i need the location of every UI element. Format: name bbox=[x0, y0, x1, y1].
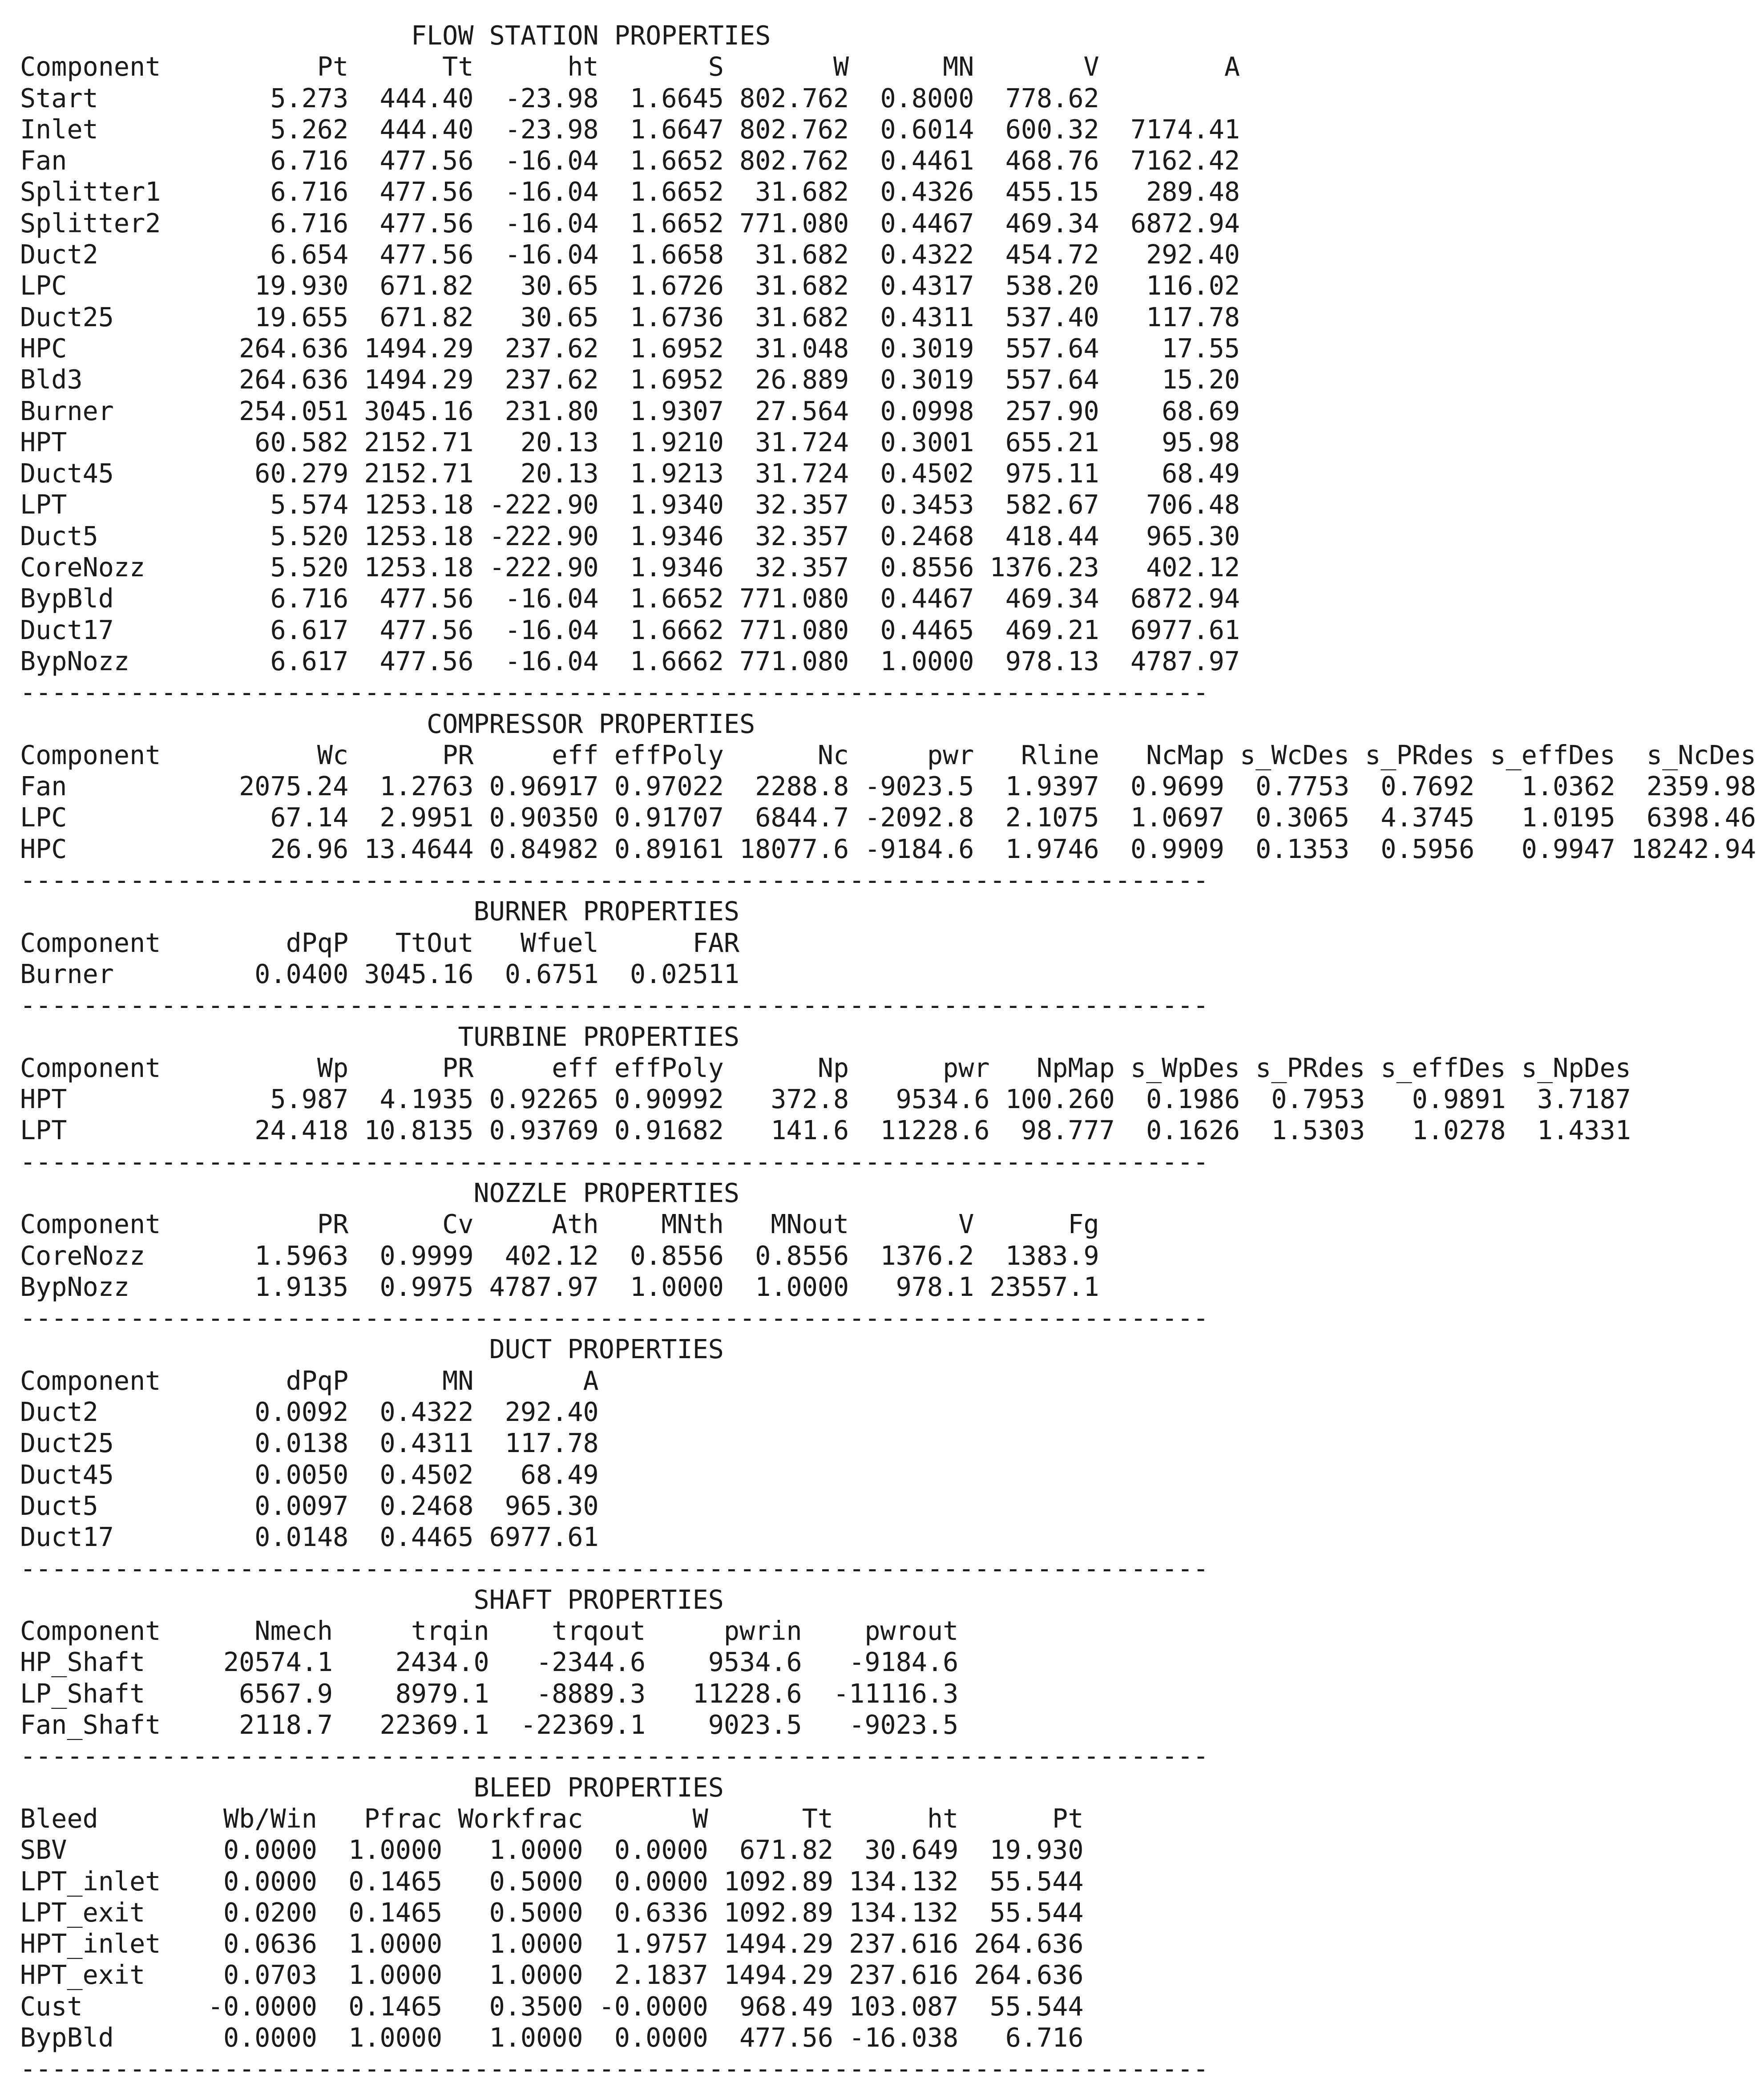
report-line-45: Duct25 0.0138 0.4311 117.78 bbox=[20, 1428, 599, 1459]
report-line-18: BypBld 6.716 477.56 -16.04 1.6652 771.080 0.4467 469.34 6872.94 bbox=[20, 583, 1240, 614]
report-line-32: TURBINE PROPERTIES bbox=[20, 1021, 740, 1052]
report-line-44: Duct2 0.0092 0.4322 292.40 bbox=[20, 1397, 599, 1428]
report-line-9: Duct25 19.655 671.82 30.65 1.6736 31.682 0.4311 537.40 117.78 bbox=[20, 302, 1240, 332]
report-line-22: COMPRESSOR PROPERTIES bbox=[20, 708, 755, 739]
report-line-8: LPC 19.930 671.82 30.65 1.6726 31.682 0.4317 538.20 116.02 bbox=[20, 271, 1240, 301]
report-line-13: HPT 60.582 2152.71 20.13 1.9210 31.724 0.3001 655.21 95.98 bbox=[20, 427, 1240, 457]
report-line-10: HPC 264.636 1494.29 237.62 1.6952 31.048 0.3019 557.64 17.55 bbox=[20, 333, 1240, 364]
report-line-51: Component Nmech trqin trqout pwrin pwrout bbox=[20, 1616, 959, 1647]
report-line-5: Splitter1 6.716 477.56 -16.04 1.6652 31.682 0.4326 455.15 289.48 bbox=[20, 177, 1240, 207]
report-line-3: Inlet 5.262 444.40 -23.98 1.6647 802.762 0.6014 600.32 7174.41 bbox=[20, 114, 1240, 145]
report-line-33: Component Wp PR eff effPoly Np pwr NpMap s_WpDes s_PRdes s_effDes s_NpDes bbox=[20, 1052, 1631, 1083]
report-line-46: Duct45 0.0050 0.4502 68.49 bbox=[20, 1459, 599, 1490]
report-line-36: ---------------------------------------------------------------------------- bbox=[20, 1146, 1209, 1177]
report-line-38: Component PR Cv Ath MNth MNout V Fg bbox=[20, 1209, 1099, 1240]
report-line-56: BLEED PROPERTIES bbox=[20, 1772, 724, 1803]
report-line-49: ---------------------------------------------------------------------------- bbox=[20, 1553, 1209, 1584]
report-line-58: SBV 0.0000 1.0000 1.0000 0.0000 671.82 30.649 19.930 bbox=[20, 1835, 1084, 1865]
report-line-30: Burner 0.0400 3045.16 0.6751 0.02511 bbox=[20, 959, 740, 989]
report-line-50: SHAFT PROPERTIES bbox=[20, 1584, 724, 1615]
report-line-25: LPC 67.14 2.9951 0.90350 0.91707 6844.7 -2092.8 2.1075 1.0697 0.3065 4.3745 1.0195 6398.46 bbox=[20, 802, 1756, 833]
report-line-55: ---------------------------------------------------------------------------- bbox=[20, 1741, 1209, 1772]
report-line-59: LPT_inlet 0.0000 0.1465 0.5000 0.0000 1092.89 134.132 55.544 bbox=[20, 1866, 1084, 1897]
report-line-34: HPT 5.987 4.1935 0.92265 0.90992 372.8 9534.6 100.260 0.1986 0.7953 0.9891 3.7187 bbox=[20, 1084, 1631, 1115]
report-line-7: Duct2 6.654 477.56 -16.04 1.6658 31.682 0.4322 454.72 292.40 bbox=[20, 239, 1240, 270]
report-line-14: Duct45 60.279 2152.71 20.13 1.9213 31.724 0.4502 975.11 68.49 bbox=[20, 458, 1240, 489]
report-line-57: Bleed Wb/Win Pfrac Workfrac W Tt ht Pt bbox=[20, 1803, 1084, 1834]
report-line-6: Splitter2 6.716 477.56 -16.04 1.6652 771.080 0.4467 469.34 6872.94 bbox=[20, 208, 1240, 239]
report-line-20: BypNozz 6.617 477.56 -16.04 1.6662 771.080 1.0000 978.13 4787.97 bbox=[20, 646, 1240, 676]
report-line-41: ---------------------------------------------------------------------------- bbox=[20, 1303, 1209, 1334]
report-line-40: BypNozz 1.9135 0.9975 4787.97 1.0000 1.0000 978.1 23557.1 bbox=[20, 1271, 1099, 1302]
report-line-27: ---------------------------------------------------------------------------- bbox=[20, 865, 1209, 896]
report-line-52: HP_Shaft 20574.1 2434.0 -2344.6 9534.6 -9184.6 bbox=[20, 1647, 959, 1678]
report-line-60: LPT_exit 0.0200 0.1465 0.5000 0.6336 1092.89 134.132 55.544 bbox=[20, 1897, 1084, 1928]
report-line-11: Bld3 264.636 1494.29 237.62 1.6952 26.889 0.3019 557.64 15.20 bbox=[20, 364, 1240, 395]
report-line-23: Component Wc PR eff effPoly Nc pwr Rline NcMap s_WcDes s_PRdes s_effDes s_NcDes bbox=[20, 740, 1756, 770]
property-report bbox=[20, 20, 1756, 2085]
report-line-43: Component dPqP MN A bbox=[20, 1365, 599, 1396]
report-line-65: ---------------------------------------------------------------------------- bbox=[20, 2054, 1209, 2084]
report-line-53: LP_Shaft 6567.9 8979.1 -8889.3 11228.6 -11116.3 bbox=[20, 1678, 959, 1709]
report-line-37: NOZZLE PROPERTIES bbox=[20, 1177, 740, 1208]
report-line-16: Duct5 5.520 1253.18 -222.90 1.9346 32.357 0.2468 418.44 965.30 bbox=[20, 521, 1240, 551]
report-line-28: BURNER PROPERTIES bbox=[20, 896, 740, 927]
report-line-17: CoreNozz 5.520 1253.18 -222.90 1.9346 32.357 0.8556 1376.23 402.12 bbox=[20, 552, 1240, 583]
report-line-64: BypBld 0.0000 1.0000 1.0000 0.0000 477.56 -16.038 6.716 bbox=[20, 2023, 1084, 2053]
report-line-48: Duct17 0.0148 0.4465 6977.61 bbox=[20, 1522, 599, 1553]
report-line-35: LPT 24.418 10.8135 0.93769 0.91682 141.6 11228.6 98.777 0.1626 1.5303 1.0278 1.4331 bbox=[20, 1115, 1631, 1146]
report-line-63: Cust -0.0000 0.1465 0.3500 -0.0000 968.49 103.087 55.544 bbox=[20, 1991, 1084, 2022]
report-line-21: ---------------------------------------------------------------------------- bbox=[20, 677, 1209, 708]
report-line-1: Component Pt Tt ht S W MN V A bbox=[20, 52, 1240, 82]
report-line-2: Start 5.273 444.40 -23.98 1.6645 802.762 0.8000 778.62 bbox=[20, 83, 1099, 113]
report-line-62: HPT_exit 0.0703 1.0000 1.0000 2.1837 1494.29 237.616 264.636 bbox=[20, 1960, 1084, 1991]
report-line-26: HPC 26.96 13.4644 0.84982 0.89161 18077.6 -9184.6 1.9746 0.9909 0.1353 0.5956 0.9947 18242.94 bbox=[20, 834, 1756, 864]
report-line-0: FLOW STATION PROPERTIES bbox=[20, 20, 771, 51]
report-line-19: Duct17 6.617 477.56 -16.04 1.6662 771.080 0.4465 469.21 6977.61 bbox=[20, 615, 1240, 645]
report-line-15: LPT 5.574 1253.18 -222.90 1.9340 32.357 0.3453 582.67 706.48 bbox=[20, 490, 1240, 520]
report-line-4: Fan 6.716 477.56 -16.04 1.6652 802.762 0.4461 468.76 7162.42 bbox=[20, 146, 1240, 176]
report-line-24: Fan 2075.24 1.2763 0.96917 0.97022 2288.8 -9023.5 1.9397 0.9699 0.7753 0.7692 1.0362 2359.98 bbox=[20, 771, 1756, 802]
report-line-39: CoreNozz 1.5963 0.9999 402.12 0.8556 0.8556 1376.2 1383.9 bbox=[20, 1240, 1099, 1271]
report-line-31: ---------------------------------------------------------------------------- bbox=[20, 990, 1209, 1021]
report-line-29: Component dPqP TtOut Wfuel FAR bbox=[20, 927, 740, 958]
report-line-12: Burner 254.051 3045.16 231.80 1.9307 27.564 0.0998 257.90 68.69 bbox=[20, 396, 1240, 426]
report-line-47: Duct5 0.0097 0.2468 965.30 bbox=[20, 1490, 599, 1521]
report-line-42: DUCT PROPERTIES bbox=[20, 1334, 724, 1365]
report-line-54: Fan_Shaft 2118.7 22369.1 -22369.1 9023.5 -9023.5 bbox=[20, 1710, 959, 1740]
report-line-61: HPT_inlet 0.0636 1.0000 1.0000 1.9757 1494.29 237.616 264.636 bbox=[20, 1929, 1084, 1959]
